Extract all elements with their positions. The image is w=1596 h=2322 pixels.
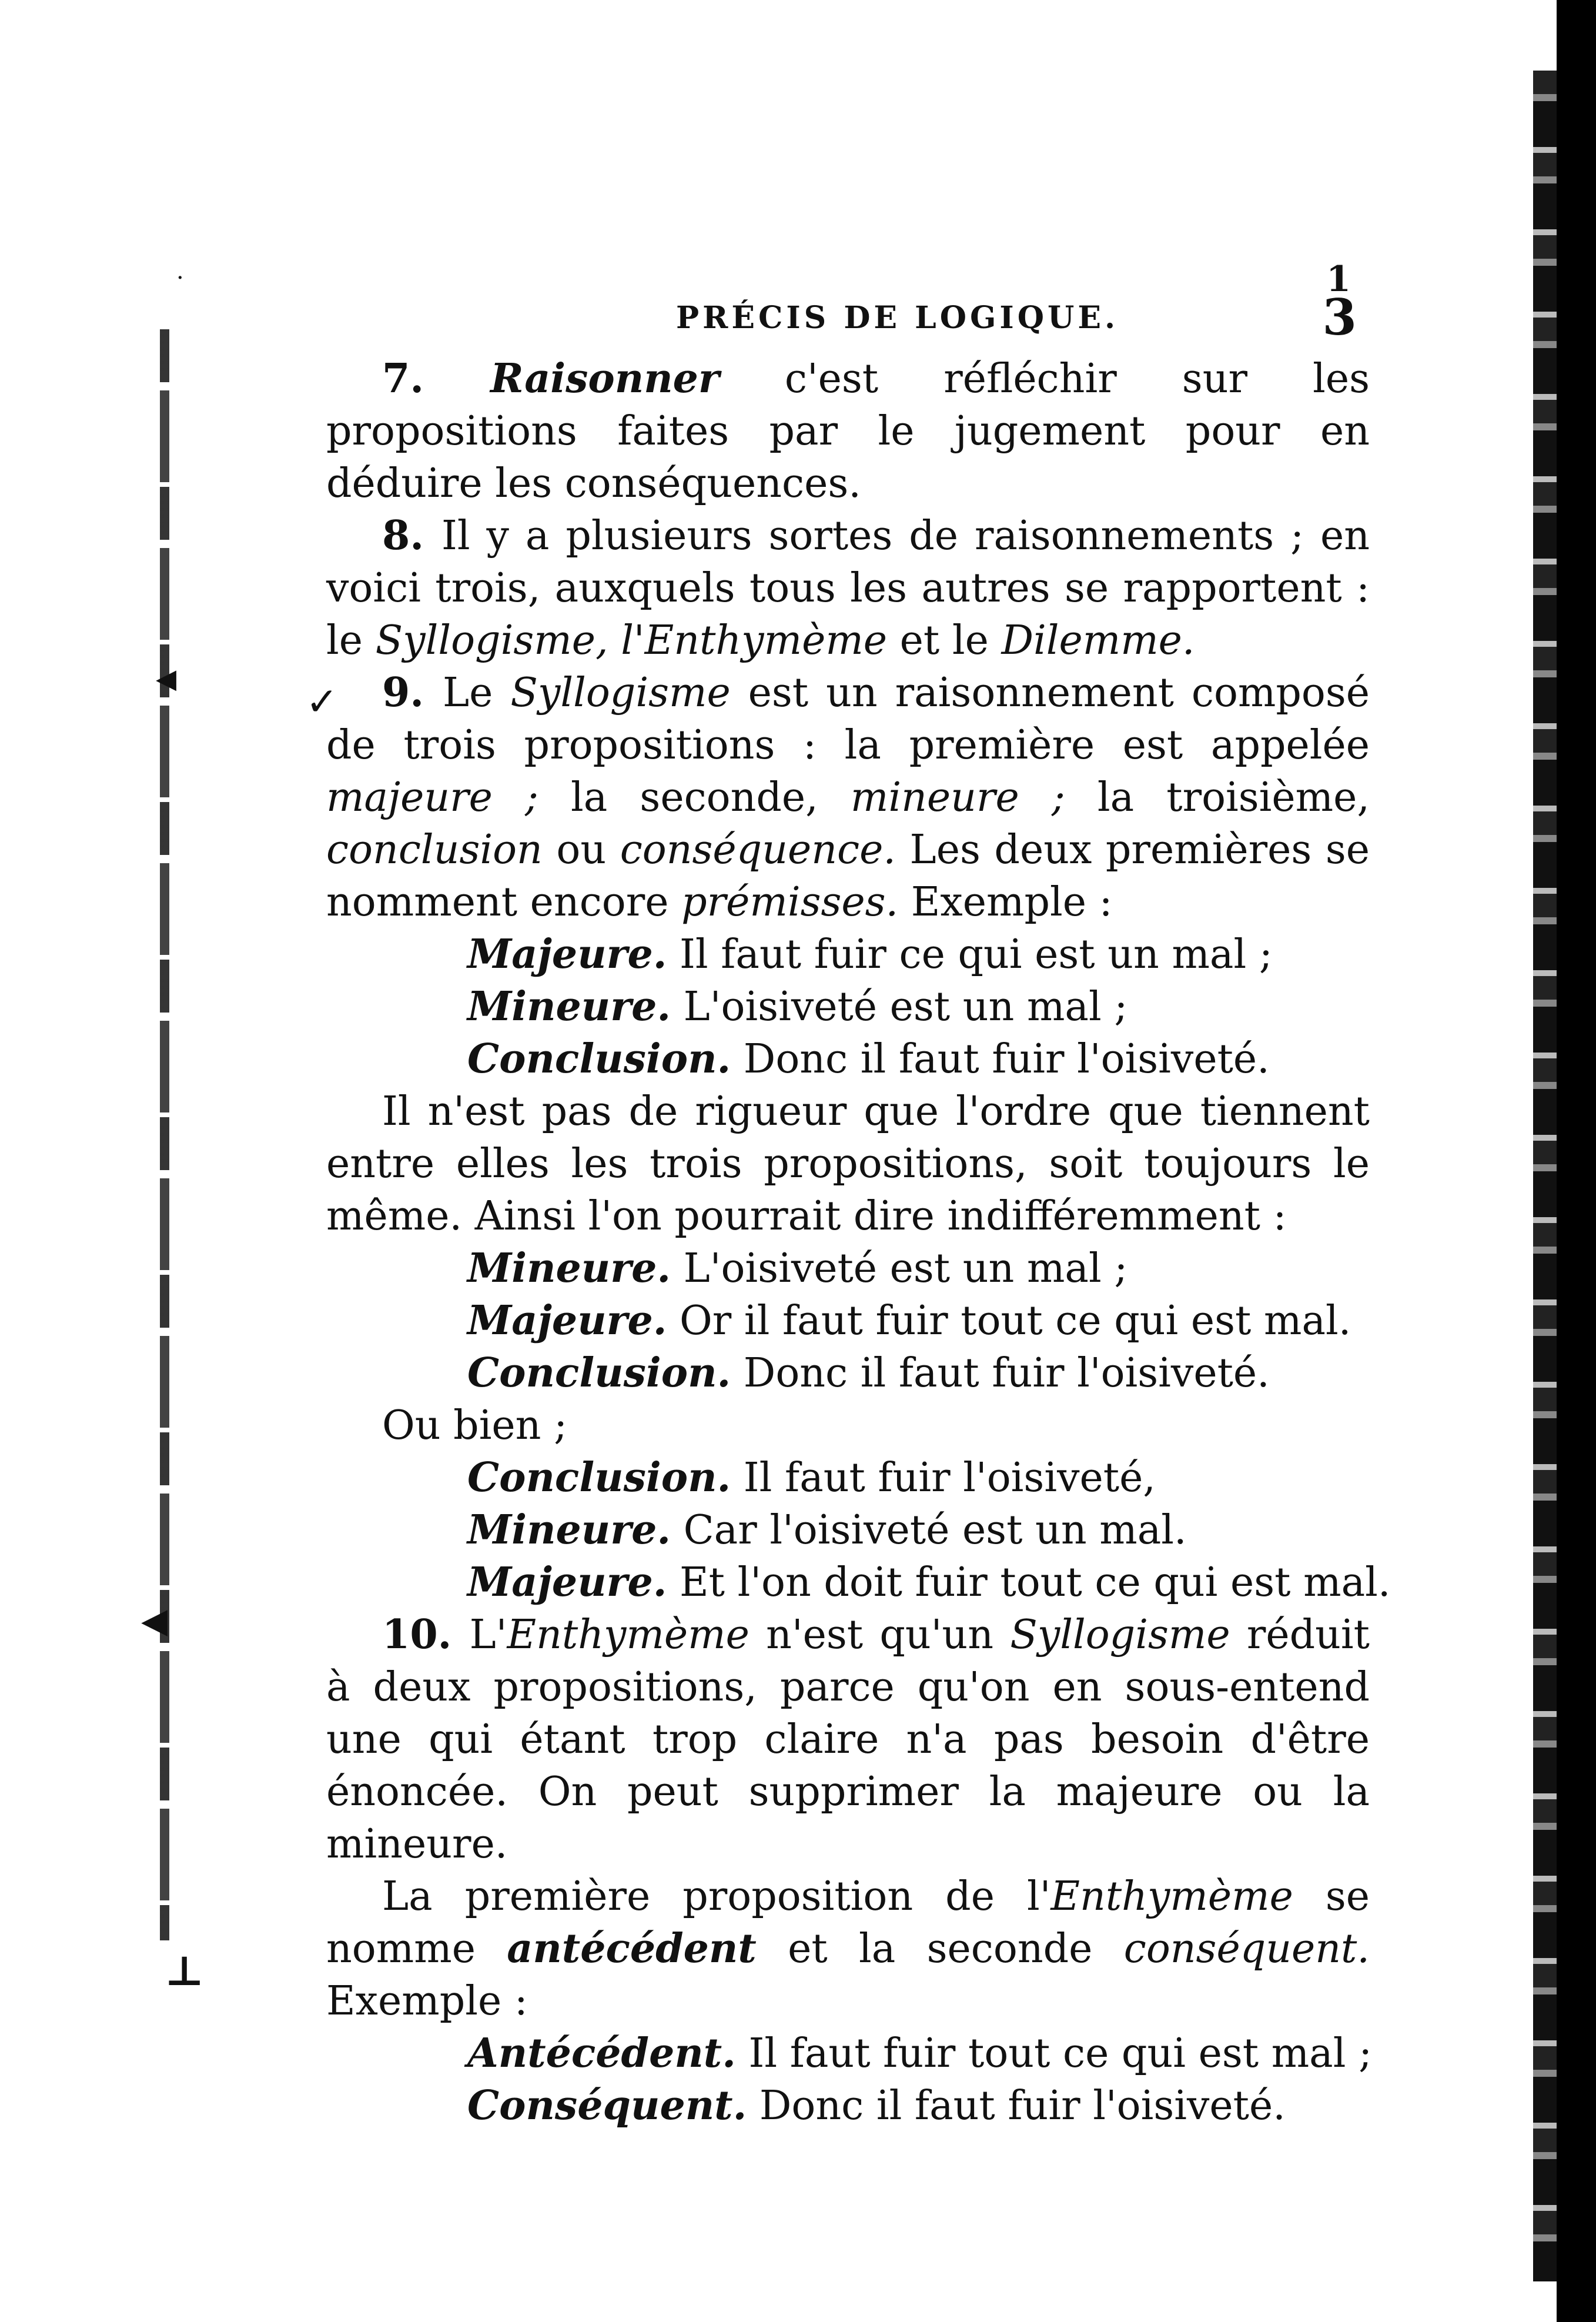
term-mineure: mineure ; — [850, 774, 1065, 821]
ou-bien-line: Ou bien ; — [382, 1402, 567, 1449]
term-majeure: majeure ; — [326, 774, 538, 821]
paragraph-text — [608, 617, 621, 664]
paragraph-number: 8. — [382, 512, 441, 559]
paragraph-text: se nomme — [326, 1873, 1370, 1972]
paragraph-text: la troisième, — [1065, 774, 1370, 821]
paragraph-text: L' — [469, 1612, 507, 1658]
paragraph-text: Les deux premières se nomment encore — [326, 827, 1370, 926]
example-label: Majeure. — [467, 1559, 667, 1606]
example-line — [326, 1033, 1370, 1085]
example-text: Il faut fuir tout ce qui est mal ; — [735, 2030, 1372, 2077]
example-line — [326, 2080, 1370, 2132]
term-premisses: prémisses. — [681, 879, 899, 926]
paragraph-text: La première proposition de l' — [382, 1873, 1051, 1920]
paragraph-text: n'est qu'un — [749, 1612, 1011, 1658]
term-consequent: conséquent. — [1123, 1926, 1370, 1972]
paragraph-text: Le — [443, 670, 511, 716]
term-raisonner: Raisonner — [490, 355, 720, 402]
page-number: 3 — [1322, 288, 1357, 346]
term-enthymeme: Enthymème — [507, 1612, 750, 1658]
example-text: Donc il faut fuir l'oisiveté. — [747, 2083, 1286, 2129]
paragraph-text: c'est réfléchir sur les propositions faites par le jugement pour en déduire les conséquences. — [326, 356, 1370, 507]
example-line — [326, 1242, 1370, 1295]
paragraph-text: Exemple : — [326, 1978, 528, 2024]
term-enthymeme: Enthymème — [1050, 1873, 1293, 1920]
paragraph-text: la seconde, — [538, 774, 851, 821]
paragraph-11 — [326, 1870, 1370, 2027]
example-label: Majeure. — [467, 1297, 667, 1344]
signature-mark: 1 — [1326, 259, 1351, 300]
example-text: Il faut fuir ce qui est un mal ; — [667, 931, 1273, 978]
paragraph-text: et la seconde — [756, 1926, 1124, 1972]
example-line — [326, 2027, 1370, 2080]
paragraph-9 — [326, 667, 1370, 928]
paragraph-order: Il n'est pas de rigueur que l'ordre que tiennent entre elles les trois propositions, soit toujours le même. Ainsi l'on pourrait dire indifféremment : — [326, 1088, 1370, 1239]
example-label: Conséquent. — [467, 2082, 747, 2129]
example-line — [326, 1452, 1370, 1504]
example-label: Majeure. — [467, 931, 667, 978]
scan-speck: · — [176, 265, 184, 292]
example-text: Donc il faut fuir l'oisiveté. — [731, 1350, 1270, 1396]
example-label: Mineure. — [467, 983, 671, 1030]
example-text: L'oisiveté est un mal ; — [671, 1245, 1128, 1292]
example-text: Et l'on doit fuir tout ce qui est mal. — [667, 1559, 1391, 1606]
paragraph-text: est un raisonnement composé de trois propositions : la première est appelée — [326, 670, 1370, 769]
running-title: PRÉCIS DE LOGIQUE. — [676, 300, 1119, 336]
paragraph-text: et le — [887, 617, 1002, 664]
example-text: Donc il faut fuir l'oisiveté. — [731, 1036, 1270, 1083]
example-line — [326, 1556, 1391, 1609]
example-line — [326, 1295, 1370, 1347]
term-syllogisme: Syllogisme — [510, 670, 731, 716]
term-consequence: conséquence. — [620, 827, 896, 873]
term-dilemme: Dilemme. — [1001, 617, 1195, 664]
term-syllogisme: Syllogisme — [1010, 1612, 1230, 1658]
paragraph-number: 9. — [382, 669, 443, 716]
margin-arrow-icon: ◂ — [141, 1588, 168, 1650]
example-line — [326, 981, 1370, 1033]
term-syllogisme: Syllogisme, — [375, 617, 608, 664]
example-label: Conclusion. — [467, 1454, 731, 1501]
paragraph-8 — [326, 510, 1370, 667]
page-body — [326, 353, 1391, 2132]
checkmark-icon: ✓ — [306, 679, 339, 724]
paragraph-text: Il y a plusieurs sortes de raisonnements ; en voici trois, auxquels tous les autres se rapportent : le — [326, 513, 1370, 664]
paragraph-7 — [326, 353, 1370, 510]
paragraph-text: Exemple : — [898, 879, 1113, 926]
example-line — [326, 1504, 1370, 1556]
paragraph-text: réduit à deux propositions, parce qu'on en sous-entend une qui étant trop claire n'a pas besoin d'être énoncée. On peut supprimer la majeure ou la mineure. — [326, 1612, 1370, 1867]
example-label: Antécédent. — [467, 2030, 736, 2077]
example-text: L'oisiveté est un mal ; — [671, 984, 1128, 1030]
example-text: Or il faut fuir tout ce qui est mal. — [667, 1298, 1351, 1344]
paragraph-number: 10. — [382, 1611, 470, 1658]
paragraph-10 — [326, 1609, 1370, 1870]
example-label: Conclusion. — [467, 1349, 731, 1396]
term-enthymeme: l'Enthymème — [621, 617, 888, 664]
paragraph-text: ou — [542, 827, 620, 873]
paragraph-number: 7. — [382, 355, 491, 402]
example-label: Mineure. — [467, 1506, 671, 1553]
example-text: Car l'oisiveté est un mal. — [671, 1507, 1187, 1553]
example-label: Mineure. — [467, 1245, 671, 1292]
page-edge — [1533, 71, 1557, 2281]
gutter-shadow — [160, 329, 169, 1940]
example-label: Conclusion. — [467, 1035, 731, 1083]
example-line — [326, 928, 1370, 981]
page-header — [323, 259, 1357, 353]
term-conclusion: conclusion — [326, 827, 543, 873]
margin-pin-icon: ⊥ — [165, 1946, 205, 1995]
example-text: Il faut fuir l'oisiveté, — [731, 1455, 1156, 1501]
example-line — [326, 1347, 1370, 1399]
term-antecedent: antécédent — [507, 1925, 757, 1972]
margin-arrow-icon: ◂ — [156, 653, 177, 701]
